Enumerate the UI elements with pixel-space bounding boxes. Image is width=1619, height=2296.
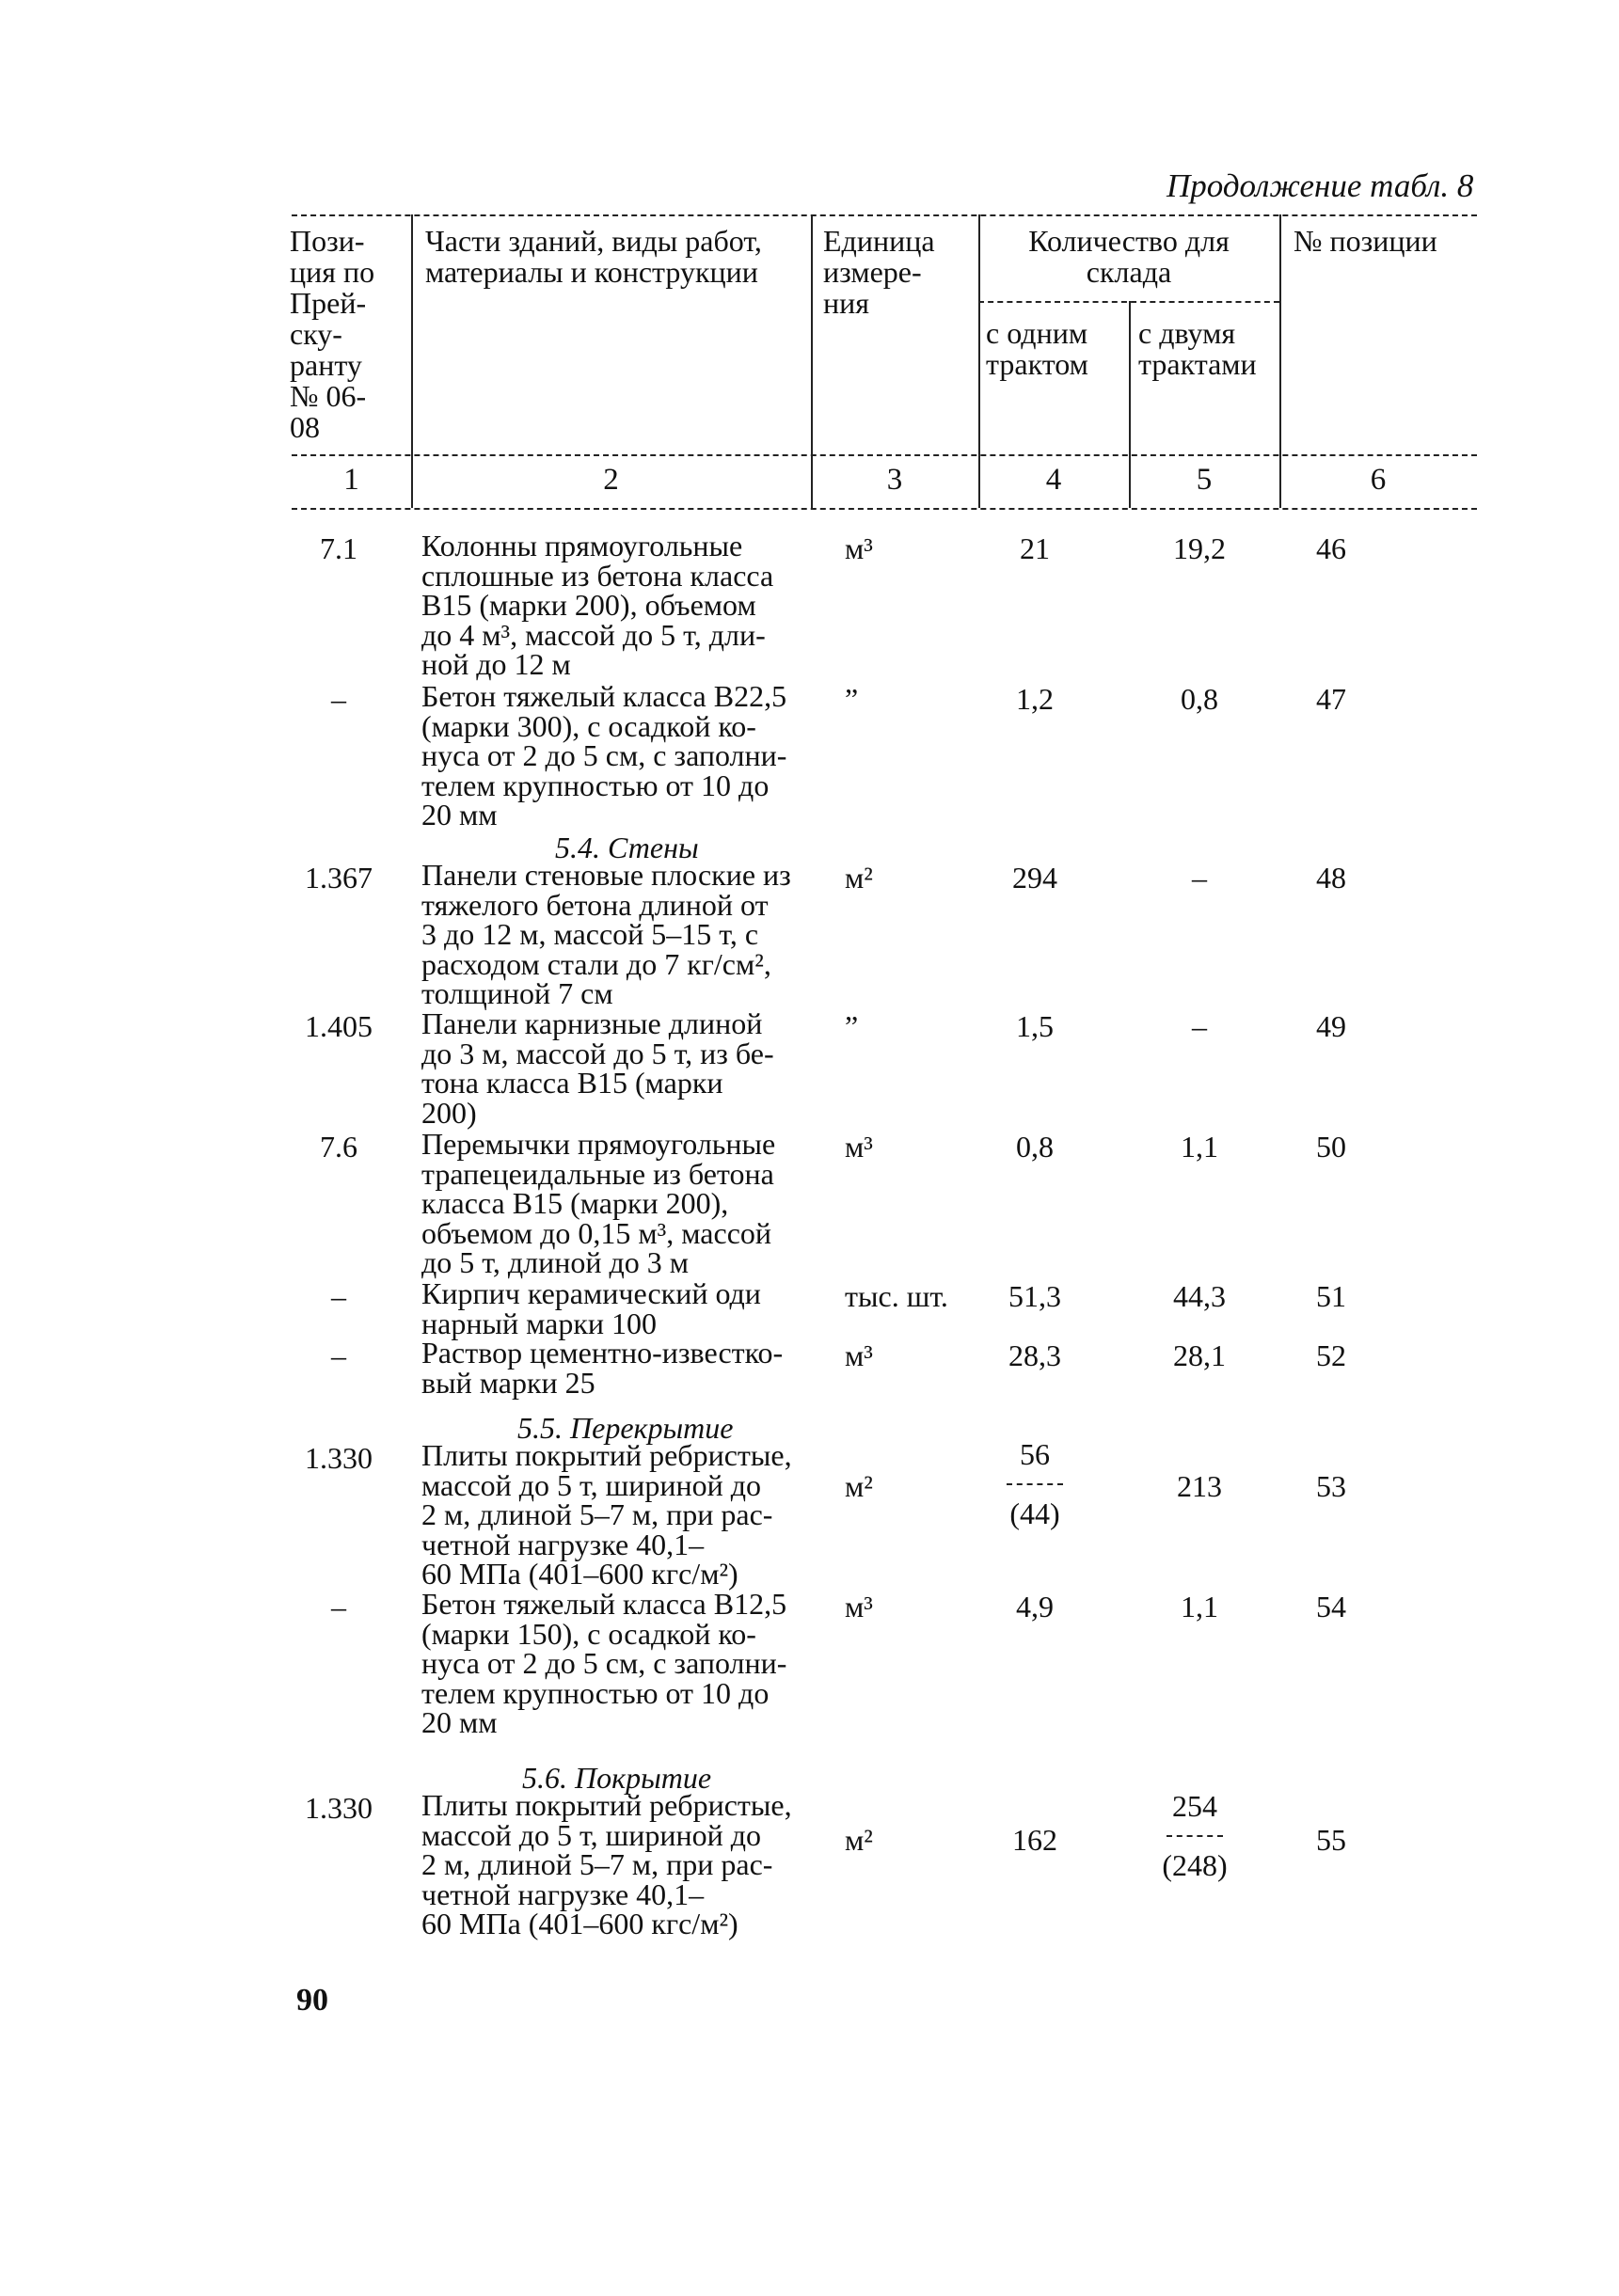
- column-number-2: 2: [603, 463, 619, 497]
- column-number-6: 6: [1370, 463, 1387, 497]
- header-position: Пози- ция по Прей- ску- ранту № 06- 08: [290, 224, 375, 444]
- column-numbers-bottom-rule: [292, 508, 1477, 510]
- header-position-number: № позиции: [1294, 224, 1437, 258]
- column-number-1: 1: [343, 463, 359, 497]
- header-unit: Единица измере- ния: [823, 224, 935, 320]
- table-top-rule: [292, 214, 1477, 216]
- header-parts: Части зданий, виды работ, материалы и конструкции: [425, 224, 762, 289]
- quantity-fraction: 254 (248): [1162, 1789, 1228, 1882]
- column-number-5: 5: [1196, 463, 1213, 497]
- quantity-fraction: 56 (44): [974, 1439, 1096, 1529]
- section-heading-walls: 5.4. Стены: [555, 831, 699, 864]
- table-continuation-caption: Продолжение табл. 8: [1167, 167, 1474, 204]
- page-number: 90: [296, 1983, 328, 2018]
- section-heading-floor: 5.5. Перекрытие: [517, 1411, 734, 1445]
- header-one-tract: с одним трактом: [986, 316, 1088, 381]
- header-quantity: Количество для склада: [1028, 224, 1230, 289]
- header-bottom-rule: [292, 454, 1477, 456]
- column-number-4: 4: [1045, 463, 1062, 497]
- header-two-tracts: с двумя трактами: [1138, 316, 1257, 381]
- section-heading-roof: 5.6. Покрытие: [522, 1761, 712, 1795]
- column-number-3: 3: [886, 463, 903, 497]
